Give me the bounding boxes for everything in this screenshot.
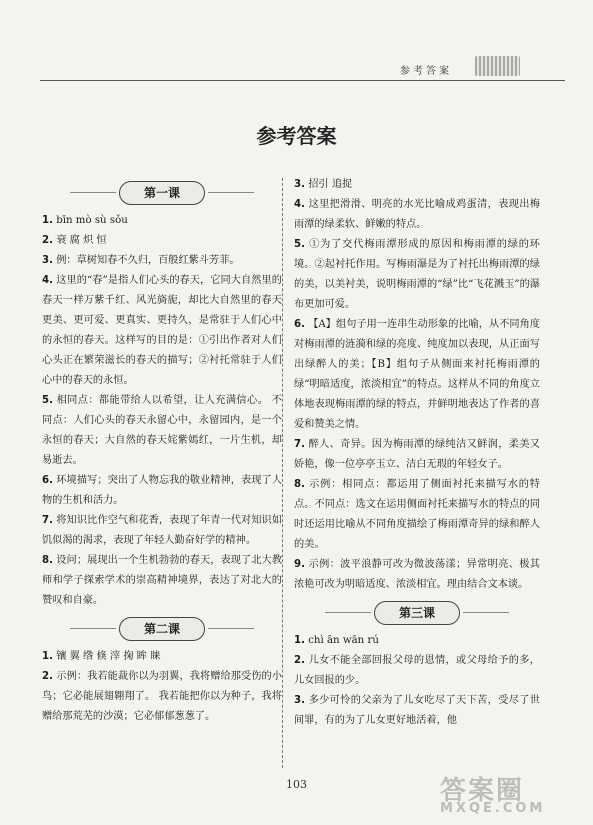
answer-number: 1. [294, 635, 305, 646]
answer-text: 示例：我若能裁你以为羽翼，我将赠给那受伤的小鸟；它必能展翅翱翔了。 我若能把你以为种子，我将赠给那荒芜的沙漠；它必郁郁葱葱了。 [42, 671, 283, 722]
running-header: 参考答案 [400, 66, 452, 77]
page-number: 103 [286, 778, 307, 791]
answer-text: 【A】组句子用一连串生动形象的比喻，从不同角度对梅雨潭的涟漪和绿的亮度、纯度加以表现，从正面写出绿醉人的美；【B】组句子从侧面来衬托梅雨潭的绿“明暗适度，浓淡相宜”的特点。这样从不同的角度立体地表现梅雨潭的绿的特点，并鲜明地表达了作者的喜爱和赞美之情。 [294, 319, 540, 430]
answer-number: 2. [42, 671, 53, 682]
answer-item [42, 391, 282, 471]
column-divider [282, 178, 283, 768]
answer-number: 5. [42, 395, 53, 406]
answer-text: 多少可怜的父亲为了儿女吃尽了天下苦，受尽了世间罪，有的为了儿女更好地活着，他 [294, 695, 540, 726]
page-title: 参考答案 [256, 124, 337, 148]
answer-number: 6. [42, 475, 53, 486]
answer-item [294, 691, 540, 731]
answer-number: 3. [294, 695, 305, 706]
watermark-main: 答案圈 [440, 776, 525, 806]
answer-number: 9. [294, 559, 305, 570]
answer-item [42, 667, 282, 727]
answer-item [42, 551, 282, 611]
answer-item [294, 195, 540, 235]
answer-number: 7. [294, 439, 305, 450]
answer-item [42, 211, 282, 231]
answer-number: 2. [42, 235, 53, 246]
answer-item [294, 435, 540, 475]
answer-text: 示例：波平浪静可改为微波荡漾；异常明亮、极其浓艳可改为明暗适度、浓淡相宜。理由结合文本谈。 [294, 559, 540, 590]
answer-item [42, 231, 282, 251]
answer-text: chì ān wān rú [308, 635, 379, 646]
header-rule [40, 80, 565, 81]
answer-text: 将知识比作空气和花香，表现了年青一代对知识如饥似渴的渴求，表现了年轻人勤奋好学的精神。 [42, 515, 283, 546]
answer-text: bīn mò sù sǒu [56, 215, 128, 226]
answer-text: 这里把滑滑、明亮的水光比喻成鸡蛋清，表现出梅雨潭的绿柔软、鲜嫩的特点。 [294, 199, 540, 230]
answer-number: 7. [42, 515, 53, 526]
answer-item [294, 651, 540, 691]
answer-text: 醉人、奇异。因为梅雨潭的绿纯洁又鲜润，柔美又娇艳，像一位亭亭玉立、洁白无瑕的年轻女子。 [294, 439, 540, 470]
answer-number: 4. [294, 199, 305, 210]
right-column [294, 175, 540, 731]
answer-item [294, 175, 540, 195]
answer-text: 镶 翼 绺 倏 滓 掬 眸 睐 [56, 651, 161, 662]
answer-item [294, 475, 540, 555]
answer-item [294, 315, 540, 435]
answer-item [42, 647, 282, 667]
answer-text: 环境描写；突出了人物忘我的敬业精神，表现了人物的生机和活力。 [42, 475, 283, 506]
answer-text: 这里的“春”是指人们心头的春天，它同大自然里的春天一样万紫千红、风光旖旎，却比大自然里的春天更美、更可爱、更真实、更持久，是常驻于人们心中的永恒的春天。这样写的目的是：①引出作者对人们心头正在繁荣滋长的春天的描写；②衬托常驻于人们心中的春天的永恒。 [42, 275, 282, 386]
answer-number: 8. [42, 555, 53, 566]
answer-item [294, 631, 540, 651]
left-column [42, 175, 282, 727]
header-ornament-icon [475, 56, 520, 76]
answer-number: 5. [294, 239, 305, 250]
answer-text: 设问；展现出一个生机勃勃的春天，表现了北大教师和学子探索学术的崇高精神境界，表达了对北大的赞叹和自豪。 [42, 555, 283, 606]
answer-text: ①为了交代梅雨潭形成的原因和梅雨潭的绿的环境。②起衬托作用。写梅雨瀑是为了衬托出梅雨潭的绿的美，以美衬美，说明梅雨潭的“绿”比“飞花溅玉”的瀑布更加可爱。 [294, 239, 540, 310]
answer-text: 例：草树知春不久归，百般红紫斗芳菲。 [56, 255, 240, 266]
answer-text: 衰 腐 炽 恒 [56, 235, 107, 246]
answer-number: 4. [42, 275, 53, 286]
lesson-heading: 第二课 [119, 617, 205, 641]
answer-number: 6. [294, 319, 305, 330]
answer-number: 1. [42, 651, 53, 662]
answer-text: 示例：相同点：都运用了侧面衬托来描写水的特点。不同点：选文在运用侧面衬托来描写水的特点的同时还运用比喻从不同角度描绘了梅雨潭奇异的绿和醉人的美。 [294, 479, 540, 550]
answer-item [42, 471, 282, 511]
answer-text: 儿女不能全部回报父母的恩情，或父母给予的多，儿女回报的少。 [294, 655, 540, 686]
answer-number: 3. [42, 255, 53, 266]
lesson-heading: 第三课 [374, 601, 460, 625]
lesson-heading: 第一课 [119, 181, 205, 205]
answer-item [42, 251, 282, 271]
watermark-logo [440, 770, 590, 820]
answer-item [42, 511, 282, 551]
answer-item [42, 271, 282, 391]
answer-text: 相同点：都能带给人以希望，让人充满信心。 不同点：人们心头的春天永留心中，永留园内，是一个永恒的春天；大自然的春天姹紫嫣红，一片生机，却易逝去。 [42, 395, 282, 466]
answer-number: 3. [294, 179, 305, 190]
answer-item [294, 555, 540, 595]
watermark-sub: MXQE.COM [440, 801, 546, 816]
answer-number: 8. [294, 479, 305, 490]
answer-number: 2. [294, 655, 305, 666]
answer-text: 招引 追捉 [308, 179, 353, 190]
answer-item [294, 235, 540, 315]
answer-number: 1. [42, 215, 53, 226]
